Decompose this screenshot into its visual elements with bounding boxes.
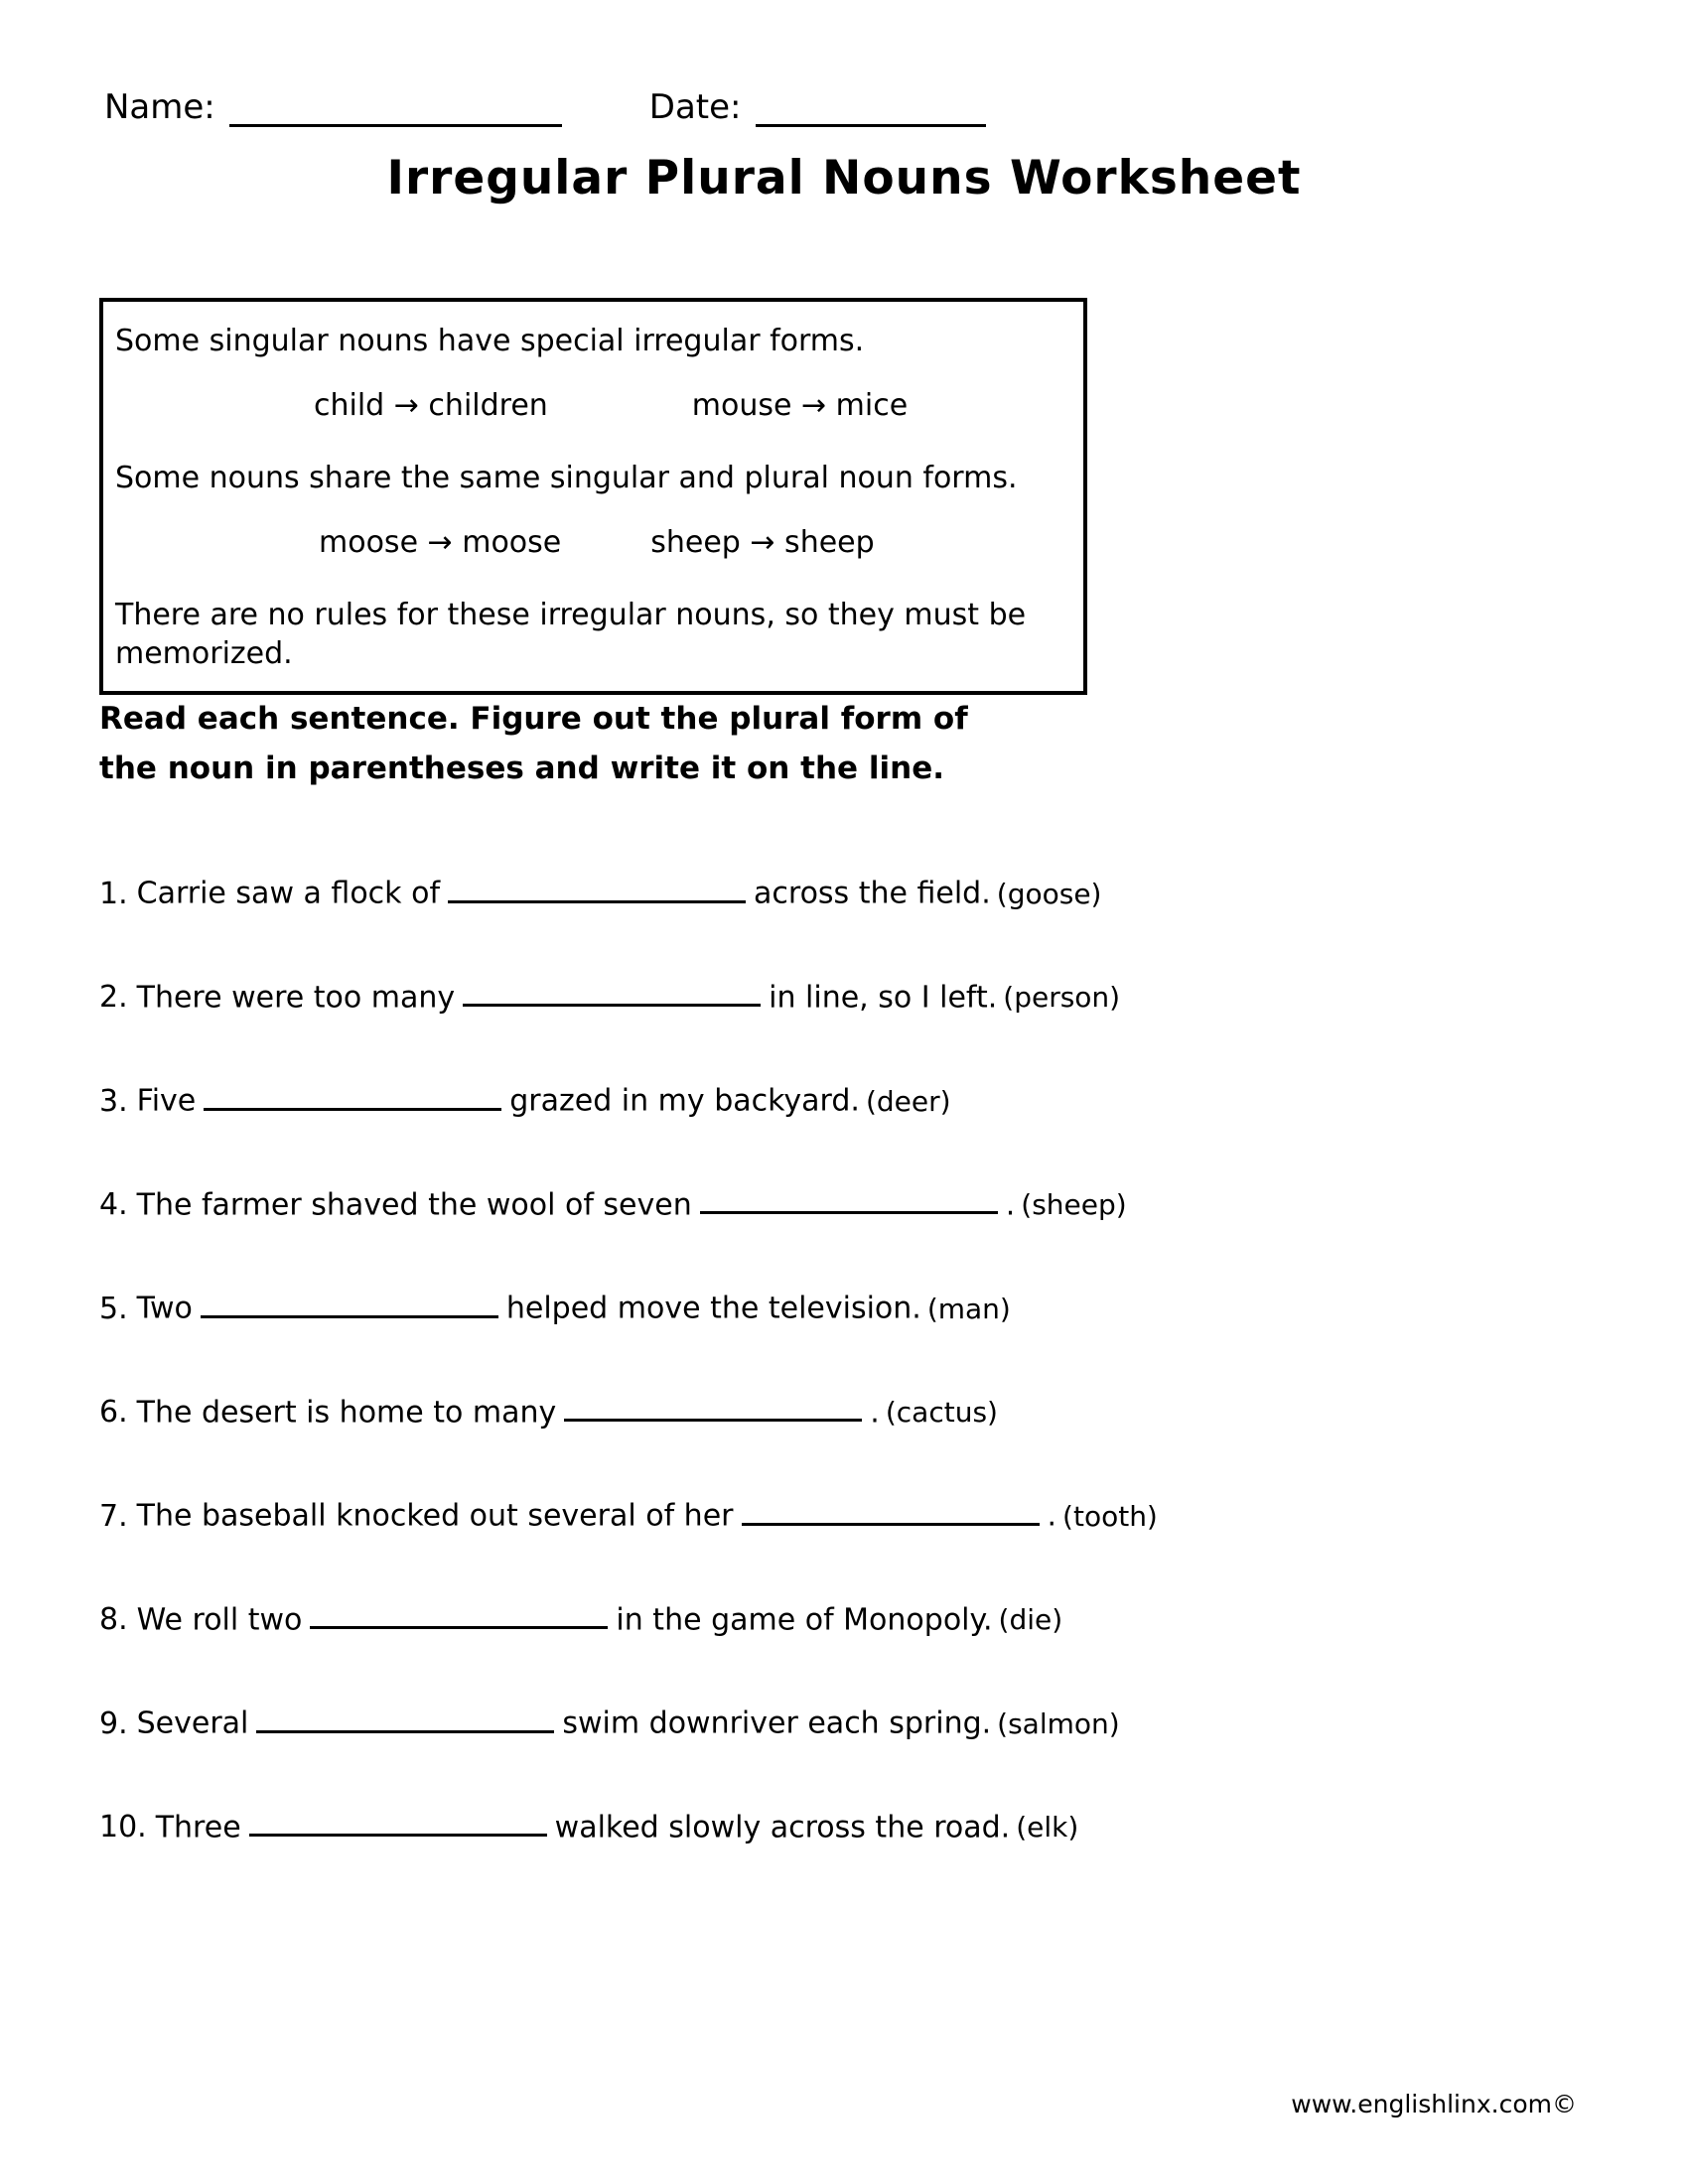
question-row-7 bbox=[99, 1494, 1609, 1534]
date-blank-line bbox=[756, 93, 986, 127]
question-pre-text: Carrie saw a flock of bbox=[136, 876, 441, 911]
answer-blank-line bbox=[204, 1079, 501, 1111]
answer-blank-line bbox=[249, 1806, 547, 1838]
example-child-children: child → children bbox=[314, 388, 548, 423]
question-row-6 bbox=[99, 1391, 1609, 1431]
question-row-3 bbox=[99, 1079, 1609, 1119]
question-row-8 bbox=[99, 1598, 1609, 1638]
rule-line-3: There are no rules for these irregular nouns, so they must be memorized. bbox=[115, 598, 1027, 671]
example-moose-moose: moose → moose bbox=[319, 525, 562, 560]
question-post-text: grazed in my backyard. bbox=[509, 1083, 860, 1119]
question-post-text: . bbox=[1047, 1498, 1057, 1534]
example-mouse-mice: mouse → mice bbox=[691, 388, 909, 423]
question-hint: (deer) bbox=[865, 1084, 951, 1118]
header-row bbox=[104, 87, 1584, 127]
question-pre-text: The farmer shaved the wool of seven bbox=[136, 1187, 692, 1222]
answer-blank-line bbox=[564, 1391, 862, 1423]
question-hint: (salmon) bbox=[997, 1706, 1120, 1740]
question-number: 7. bbox=[99, 1498, 128, 1534]
questions-list bbox=[99, 872, 1609, 1909]
question-post-text: helped move the television. bbox=[505, 1291, 921, 1326]
question-pre-text: There were too many bbox=[136, 980, 456, 1015]
question-number: 6. bbox=[99, 1395, 128, 1430]
question-number: 10. bbox=[99, 1810, 147, 1844]
question-row-2 bbox=[99, 976, 1609, 1016]
question-hint: (die) bbox=[998, 1603, 1063, 1636]
question-post-text: walked slowly across the road. bbox=[554, 1810, 1011, 1844]
question-row-1 bbox=[99, 872, 1609, 911]
question-number: 4. bbox=[99, 1187, 128, 1222]
question-hint: (cactus) bbox=[885, 1396, 998, 1429]
instructions-text: Read each sentence. Figure out the plural form of the noun in parentheses and write it on the line. bbox=[99, 701, 968, 786]
examples-row-1 bbox=[115, 386, 1071, 425]
question-pre-text: Three bbox=[155, 1810, 241, 1844]
question-post-text: in the game of Monopoly. bbox=[616, 1602, 993, 1637]
question-row-9 bbox=[99, 1702, 1609, 1741]
website-credit: www.englishlinx.com© bbox=[1291, 2090, 1577, 2118]
question-post-text: . bbox=[1005, 1187, 1016, 1222]
example-sheep-sheep: sheep → sheep bbox=[650, 525, 875, 560]
question-hint: (elk) bbox=[1016, 1811, 1079, 1843]
question-pre-text: Two bbox=[136, 1291, 193, 1326]
question-number: 8. bbox=[99, 1602, 128, 1637]
answer-blank-line bbox=[463, 976, 761, 1008]
answer-blank-line bbox=[700, 1183, 998, 1215]
question-row-4 bbox=[99, 1183, 1609, 1223]
rules-box bbox=[99, 298, 1087, 695]
answer-blank-line bbox=[742, 1494, 1040, 1526]
question-number: 3. bbox=[99, 1083, 128, 1119]
question-post-text: across the field. bbox=[754, 876, 991, 911]
question-number: 2. bbox=[99, 980, 128, 1015]
question-number: 1. bbox=[99, 876, 128, 911]
question-pre-text: Several bbox=[136, 1706, 249, 1741]
question-pre-text: The baseball knocked out several of her bbox=[136, 1498, 734, 1534]
answer-blank-line bbox=[310, 1598, 608, 1630]
rule-line-2: Some nouns share the same singular and plural noun forms. bbox=[115, 461, 1018, 495]
question-hint: (man) bbox=[926, 1292, 1011, 1325]
question-pre-text: We roll two bbox=[136, 1602, 303, 1637]
examples-row-2 bbox=[115, 523, 1071, 562]
question-hint: (person) bbox=[1003, 981, 1121, 1014]
answer-blank-line bbox=[256, 1702, 554, 1733]
answer-blank-line bbox=[448, 872, 746, 903]
question-number: 5. bbox=[99, 1291, 128, 1326]
question-hint: (tooth) bbox=[1062, 1499, 1158, 1533]
question-post-text: in line, so I left. bbox=[769, 980, 998, 1015]
answer-blank-line bbox=[201, 1287, 498, 1318]
rule-line-1: Some singular nouns have special irregular forms. bbox=[115, 324, 865, 358]
name-label: Name: bbox=[104, 87, 215, 127]
question-row-5 bbox=[99, 1287, 1609, 1326]
date-label: Date: bbox=[648, 87, 742, 127]
question-hint: (goose) bbox=[996, 877, 1102, 910]
name-blank-line bbox=[229, 93, 562, 127]
question-row-10 bbox=[99, 1806, 1609, 1845]
date-group bbox=[649, 87, 986, 127]
page-title: Irregular Plural Nouns Worksheet bbox=[386, 151, 1302, 205]
question-pre-text: The desert is home to many bbox=[136, 1395, 557, 1430]
question-hint: (sheep) bbox=[1021, 1188, 1127, 1221]
question-number: 9. bbox=[99, 1706, 128, 1741]
question-post-text: swim downriver each spring. bbox=[562, 1706, 992, 1741]
question-post-text: . bbox=[870, 1395, 880, 1430]
question-pre-text: Five bbox=[136, 1083, 197, 1119]
